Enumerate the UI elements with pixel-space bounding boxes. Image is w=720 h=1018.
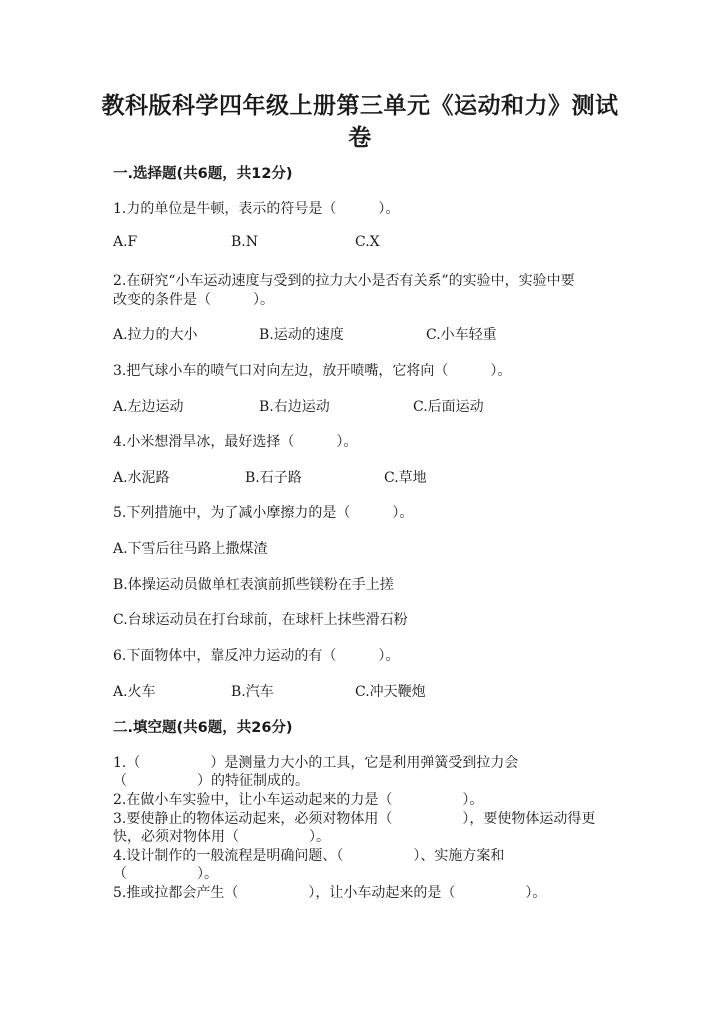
fill-line-4: 3.要使静止的物体运动起来，必须对物体用（ ），要使物体运动得更 bbox=[113, 811, 596, 827]
question-1-option-c: C.X bbox=[355, 234, 380, 250]
question-6-option-b: B.汽车 bbox=[231, 684, 274, 700]
question-4-stem: 4.小米想滑旱冰，最好选择（ ）。 bbox=[113, 434, 358, 450]
fill-line-1: 1.（ ）是测量力大小的工具，它是利用弹簧受到拉力会 bbox=[113, 755, 519, 771]
fill-line-3: 2.在做小车实验中，让小车运动起来的力是（ ）。 bbox=[113, 792, 484, 808]
question-5-option-b: B.体操运动员做单杠表演前抓些镁粉在手上搓 bbox=[113, 577, 394, 593]
question-6-option-a: A.火车 bbox=[113, 684, 156, 700]
question-6-option-c: C.冲天鞭炮 bbox=[355, 684, 426, 700]
question-2-option-b: B.运动的速度 bbox=[259, 327, 344, 343]
question-1-option-a: A.F bbox=[113, 234, 138, 250]
question-3-option-b: B.右边运动 bbox=[259, 399, 330, 415]
section1-heading: 一.选择题(共6题，共12分) bbox=[113, 166, 293, 182]
question-2-option-a: A.拉力的大小 bbox=[113, 327, 198, 343]
fill-line-6: 4.设计制作的一般流程是明确问题、（ ）、实施方案和 bbox=[113, 848, 505, 864]
question-5-stem: 5.下列措施中，为了减小摩擦力的是（ ）。 bbox=[113, 505, 414, 521]
page-title-line2: 卷 bbox=[348, 125, 372, 151]
question-2-stem-line1: 2.在研究“小车运动速度与受到的拉力大小是否有关系”的实验中，实验中要 bbox=[113, 273, 575, 289]
question-2-option-c: C.小车轻重 bbox=[426, 327, 497, 343]
question-4-option-a: A.水泥路 bbox=[113, 470, 170, 486]
question-3-option-c: C.后面运动 bbox=[413, 399, 484, 415]
section2-heading: 二.填空题(共6题，共26分) bbox=[113, 720, 293, 736]
question-4-option-b: B.石子路 bbox=[245, 470, 302, 486]
fill-line-8: 5.推或拉都会产生（ ），让小车动起来的是（ ）。 bbox=[113, 885, 547, 901]
fill-line-7: （ ）。 bbox=[113, 866, 218, 882]
question-6-stem: 6.下面物体中，靠反冲力运动的有（ ）。 bbox=[113, 648, 400, 664]
fill-line-5: 快，必须对物体用（ ）。 bbox=[113, 829, 330, 845]
question-2-stem-line2: 改变的条件是（ ）。 bbox=[113, 292, 274, 308]
fill-line-2: （ ）的特征制成的。 bbox=[113, 773, 309, 789]
question-1-stem: 1.力的单位是牛顿，表示的符号是（ ）。 bbox=[113, 201, 400, 217]
question-5-option-c: C.台球运动员在打台球前，在球杆上抹些滑石粉 bbox=[113, 612, 408, 628]
question-1-option-b: B.N bbox=[231, 234, 258, 250]
question-3-stem: 3.把气球小车的喷气口对向左边，放开喷嘴，它将向（ ）。 bbox=[113, 363, 512, 379]
question-3-option-a: A.左边运动 bbox=[113, 399, 184, 415]
question-4-option-c: C.草地 bbox=[384, 470, 427, 486]
question-5-option-a: A.下雪后往马路上撒煤渣 bbox=[113, 541, 268, 557]
page-title-line1: 教科版科学四年级上册第三单元《运动和力》测试 bbox=[101, 93, 619, 119]
